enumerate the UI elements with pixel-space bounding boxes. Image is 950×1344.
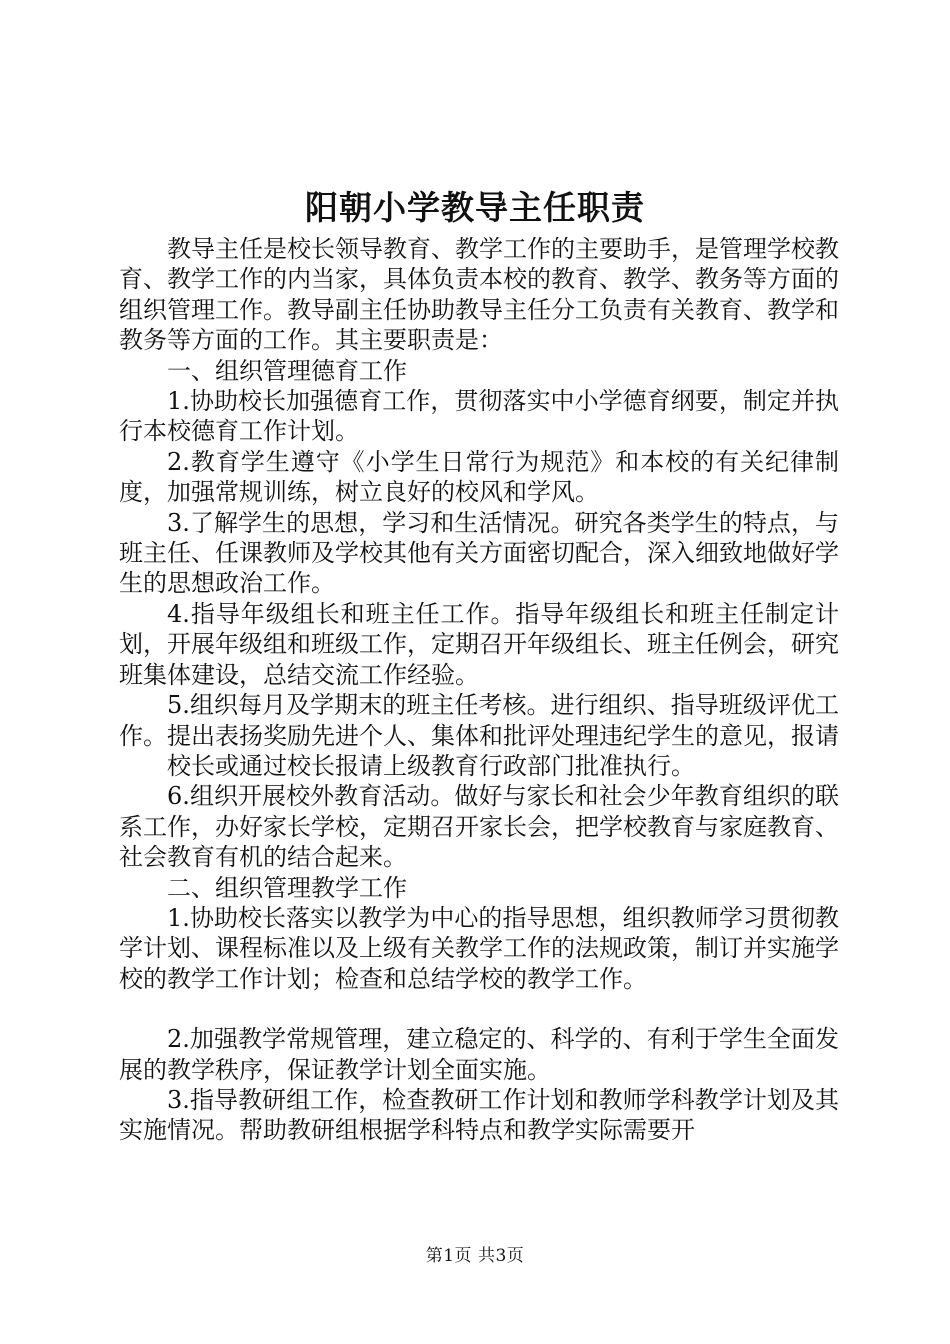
paragraph-moral-1: 1.协助校长加强德育工作，贯彻落实中小学德育纲要，制定并执行本校德育工作计划。	[119, 387, 839, 446]
paragraph-teaching-2: 2.加强教学常规管理，建立稳定的、科学的、有利于学生全面发展的教学秩序，保证教学计划全面实施。	[119, 1025, 839, 1084]
section-heading-teaching: 二、组织管理教学工作	[167, 873, 407, 902]
paragraph-moral-5: 5.组织每月及学期末的班主任考核。进行组织、指导班级评优工作。提出表扬奖励先进个人、集体和批评处理违纪学生的意见，报请	[119, 691, 839, 750]
section-heading-moral-education: 一、组织管理德育工作	[167, 356, 407, 385]
document-title: 阳朝小学教导主任职责	[305, 188, 645, 227]
paragraph-teaching-1: 1.协助校长落实以教学为中心的指导思想，组织教师学习贯彻教学计划、课程标准以及上级有关教学工作的法规政策，制订并实施学校的教学工作计划；检查和总结学校的教学工作。	[119, 903, 839, 993]
paragraph-moral-6: 6.组织开展校外教育活动。做好与家长和社会少年教育组织的联系工作，办好家长学校，定期召开家长会，把学校教育与家庭教育、社会教育有机的结合起来。	[119, 782, 839, 872]
paragraph-moral-2: 2.教育学生遵守《小学生日常行为规范》和本校的有关纪律制度，加强常规训练，树立良好的校风和学风。	[119, 447, 839, 507]
paragraph-teaching-3: 3.指导教研组工作，检查教研工作计划和教师学科教学计划及其实施情况。帮助教研组根据学科特点和教学实际需要开	[119, 1085, 839, 1145]
page-footer: 第1页 共3页	[425, 1246, 525, 1266]
paragraph-moral-4: 4.指导年级组长和班主任工作。指导年级组长和班主任制定计划，开展年级组和班级工作，定期召开年级组长、班主任例会，研究班集体建设，总结交流工作经验。	[119, 599, 839, 689]
paragraph-moral-5-continued: 校长或通过校长报请上级教育行政部门批准执行。	[167, 751, 695, 780]
document-body	[119, 234, 839, 1146]
paragraph-intro: 教导主任是校长领导教育、教学工作的主要助手，是管理学校教育、教学工作的内当家，具体负责本校的教育、教学、教务等方面的组织管理工作。教导副主任协助教导主任分工负责有关教育、教学和教务等方面的工作。其主要职责是：	[119, 235, 839, 355]
paragraph-moral-3: 3.了解学生的思想，学习和生活情况。研究各类学生的特点，与班主任、任课教师及学校其他有关方面密切配合，深入细致地做好学生的思想政治工作。	[119, 508, 839, 598]
